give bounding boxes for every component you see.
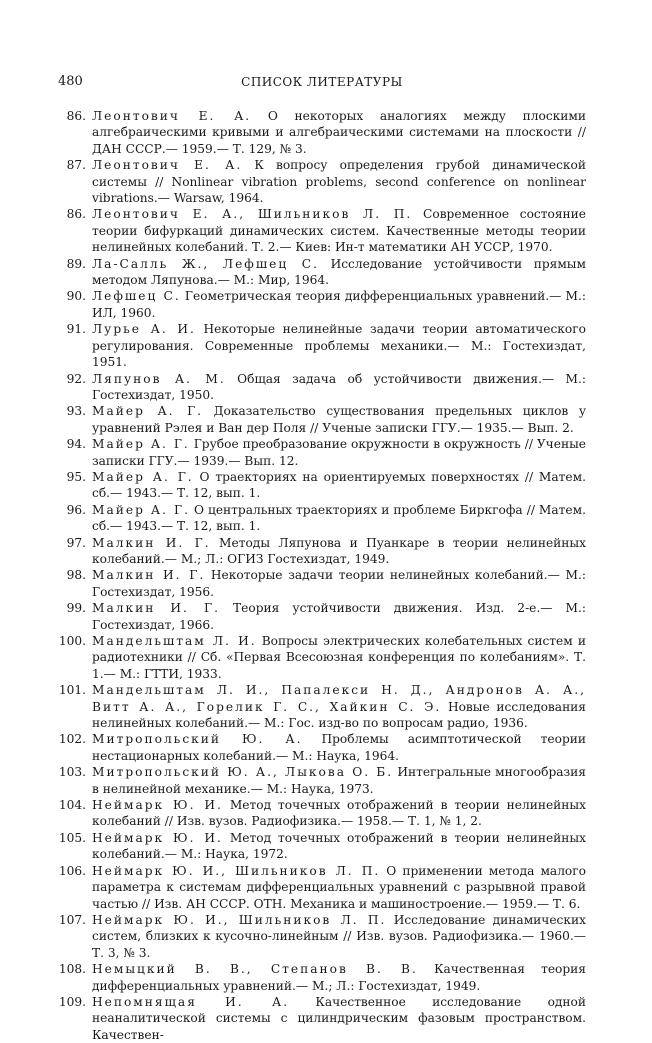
reference-number: 86. [66,109,86,123]
reference-number: 103. [58,765,86,780]
reference-entry [58,436,586,469]
page-number: 480 [58,74,83,89]
reference-number: 94. [66,437,86,452]
reference-entry [58,157,586,206]
reference-body: Проблемы асимптотической теории нестационарных колебаний.— М.: Наука, 1964. [92,732,587,763]
reference-entry [58,469,586,502]
reference-authors: Леонтович Е. А., Шильников Л. П. [92,207,413,222]
reference-number: 106. [58,863,86,878]
reference-number: 101. [58,683,86,698]
reference-entry [58,206,586,255]
reference-authors: Лурье А. И. [92,322,196,337]
reference-number: 108. [58,962,86,977]
reference-text [92,567,586,600]
reference-entry [58,535,586,568]
reference-entry [58,797,586,830]
reference-body: Современное состояние теории бифуркаций динамических систем. Качественные методы теории нелинейных колебаний. Т. 2.— Киев: Ин-т математики АН УССР, 1970. [92,207,586,255]
reference-authors: Непомнящая И. А. [92,994,290,1009]
reference-entry [58,600,586,633]
reference-text [92,863,586,912]
reference-body: Общая задача об устойчивости движения.— М.: Гостехиздат, 1950. [92,371,586,402]
reference-number: 92. [66,371,86,386]
reference-entry [58,731,586,764]
reference-authors: Митропольский Ю. А. [92,732,303,747]
reference-body: Метод точечных отображений в теории нелинейных колебаний.— М.: Наука, 1972. [92,830,586,862]
reference-authors: Малкин И. Г. [92,568,206,583]
reference-authors: Неймарк Ю. И., Шильников Л. П. [92,863,381,878]
reference-authors: Майер А. Г. [92,502,190,517]
running-title: СПИСОК ЛИТЕРАТУРЫ [241,75,403,89]
reference-body: Качественная теория дифференциальных уравнений.— М.; Л.: Гостехиздат, 1949. [92,962,586,993]
reference-body: Новые исследования нелинейных колебаний.— М.: Гос. изд-во по вопросам радио, 1936. [92,699,586,731]
reference-authors: Митропольский Ю. А., Лыкова О. Б. [92,765,394,780]
reference-body: Исследование устойчивости прямым методом Ляпунова.— М.: Мир, 1964. [92,256,586,288]
reference-body: Некоторые задачи теории нелинейных колебаний.— М.: Гостехиздат, 1956. [92,568,587,599]
reference-text [92,206,586,255]
reference-authors: Лефшец С. [92,289,181,304]
reference-number: 93. [66,404,86,419]
reference-text [92,633,586,682]
reference-number: 87. [66,158,86,173]
reference-body: Метод точечных отображений в теории нелинейных колебаний // Изв. вузов. Радиофизика.— 1958.— Т. 1, № 1, 2. [92,798,586,829]
reference-body: Вопросы электрических колебательных систем и радиотехники // Сб. «Первая Всесоюзная конференция по колебаниям». Т. 1.— М.: ГТТИ, 1933. [92,634,586,681]
reference-text [92,682,586,731]
reference-number: 98. [66,568,86,583]
reference-text [92,994,586,1043]
reference-number: 104. [58,798,86,813]
reference-entry [58,256,586,289]
reference-text [92,830,586,863]
reference-list [58,108,586,1043]
reference-body: Некоторые нелинейные задачи теории автоматического регулирования. Современные проблемы механики.— М.: Гостехиздат, 1951. [92,322,586,370]
reference-entry [58,863,586,912]
reference-entry [58,682,586,731]
reference-authors: Майер А. Г. [92,404,204,419]
reference-text [92,371,586,404]
reference-entry [58,633,586,682]
reference-entry [58,830,586,863]
reference-body: Интегральные многообразия в нелинейной механике.— М.: Наука, 1973. [92,765,586,796]
reference-text [92,256,586,289]
reference-text [92,764,586,797]
reference-authors: Ла-Салль Ж., Лефшец С. [92,256,319,271]
reference-authors: Майер А. Г. [92,437,190,452]
reference-authors: Леонтович Е. А. [92,109,252,123]
reference-body: Качественное исследование одной неаналитической системы с цилиндрическим фазовым пространством. Качествен- [92,994,586,1042]
reference-text [92,535,586,568]
reference-body: Методы Ляпунова и Пуанкаре в теории нелинейных колебаний.— М.; Л.: ОГИЗ Гостехиздат, 1949. [92,535,586,566]
reference-authors: Малкин И. Г. [92,601,220,616]
reference-number: 109. [58,994,86,1009]
reference-authors: Леонтович Е. А. [92,158,243,173]
reference-text [92,600,586,633]
reference-entry [58,321,586,370]
reference-text [92,108,586,157]
reference-authors: Неймарк Ю. И. [92,798,223,813]
reference-body: О некоторых аналогиях между плоскими алгебраическими кривыми и алгебраическими системами на плоскости // ДАН СССР.— 1959.— Т. 129, № 3. [92,109,586,156]
reference-text [92,912,586,961]
reference-number: 90. [66,289,86,304]
reference-authors: Неймарк Ю. И. [92,830,223,845]
reference-number: 95. [66,469,86,484]
reference-body: О центральных траекториях и проблеме Биркгофа // Матем. сб.— 1943.— Т. 12, вып. 1. [92,502,586,534]
reference-body: Теория устойчивости движения. Изд. 2-е.— М.: Гостехиздат, 1966. [92,601,586,632]
reference-body: О применении метода малого параметра к системам дифференциальных уравнений с разрывной правой частью // Изв. АН СССР. ОТН. Механика и машиностроение.— 1959.— Т. 6. [92,863,586,911]
reference-authors: Мандельштам Л. И., Папалекси Н. Д., Андронов А. А., Витт А. А., Горелик Г. С., Хайкин С. Э. [92,683,586,714]
reference-authors: Малкин И. Г. [92,535,211,550]
reference-number: 107. [58,912,86,927]
reference-number: 86. [66,207,86,222]
reference-number: 100. [58,634,86,648]
reference-authors: Майер А. Г. [92,469,194,484]
reference-body: Грубое преобразование окружности в окружность // Ученые записки ГГУ.— 1939.— Вып. 12. [92,437,586,468]
reference-entry [58,994,586,1043]
reference-number: 89. [66,256,86,271]
reference-entry [58,288,586,321]
reference-text [92,157,586,206]
reference-entry [58,502,586,535]
reference-entry [58,403,586,436]
reference-entry [58,764,586,797]
reference-number: 97. [66,535,86,550]
reference-body: К вопросу определения грубой динамической системы // Nonlinear vibration problems, second conference on nonlinear vibrations.— Warsaw, 1964. [92,158,586,206]
reference-body: Геометрическая теория дифференциальных уравнений.— М.: ИЛ, 1960. [92,289,586,320]
reference-text [92,502,586,535]
reference-authors: Мандельштам Л. И. [92,634,257,648]
reference-text [92,321,586,370]
reference-number: 102. [58,732,86,747]
reference-text [92,961,586,994]
reference-body: Доказательство существования предельных циклов у уравнений Рэлея и Ван дер Поля // Ученые записки ГГУ.— 1935.— Вып. 2. [92,404,586,435]
reference-entry [58,567,586,600]
reference-entry [58,961,586,994]
reference-text [92,288,586,321]
reference-text [92,403,586,436]
reference-number: 99. [66,601,86,616]
reference-entry [58,912,586,961]
page-header [58,73,586,91]
reference-text [92,436,586,469]
reference-entry [58,108,586,157]
reference-body: О траекториях на ориентируемых поверхностях // Матем. сб.— 1943.— Т. 12, вып. 1. [92,469,586,501]
reference-text [92,797,586,830]
reference-entry [58,371,586,404]
reference-text [92,731,586,764]
reference-authors: Неймарк Ю. И., Шильников Л. П. [92,912,387,927]
reference-number: 96. [66,502,86,517]
reference-number: 105. [58,830,86,845]
reference-authors: Немыцкий В. В., Степанов В. В. [92,962,418,977]
reference-authors: Ляпунов А. М. [92,371,226,386]
reference-text [92,469,586,502]
reference-body: Исследование динамических систем, близких к кусочно-линейным // Изв. вузов. Радиофизика.— 1960.— Т. 3, № 3. [92,912,586,960]
reference-number: 91. [66,322,86,337]
